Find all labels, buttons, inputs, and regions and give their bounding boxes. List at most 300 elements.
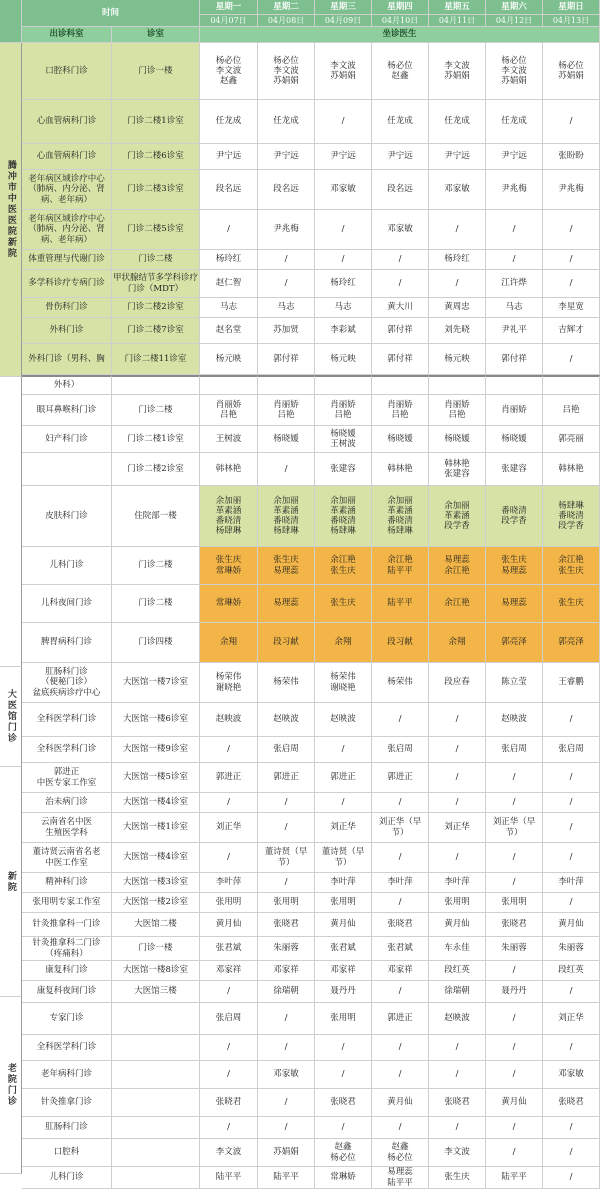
doctor-cell: 张生庆 [315,585,372,623]
doctor-cell: / [543,763,600,793]
doctor-cell: 任龙成 [258,100,315,144]
doctor-cell: 尹兆梅 [486,170,543,210]
doctor-cell: 肖丽娇 吕艳 [315,395,372,426]
doctor-cell: 杨荣伟 谢晓艳 [200,663,258,703]
doctor-cell: 易理蕊 [486,585,543,623]
doctor-cell: / [372,703,429,737]
doctor-cell: 邓家祥 [372,961,429,981]
doctor-cell: 邓家敏 [372,210,429,250]
doctor-cell: 马志 [258,298,315,318]
doctor-cell: 张晓君 [486,913,543,937]
doctor-cell: / [486,793,543,813]
doctor-cell: 赵仁智 [200,270,258,298]
room-cell: 大医馆一楼1诊室 [112,813,200,843]
doctor-cell: 余江艳 张生庆 [543,547,600,585]
doctor-column-header: 坐诊医生 [200,27,600,43]
doctor-cell: / [543,981,600,1003]
doctor-cell [258,375,315,395]
doctor-cell: 杨必位 李文波 苏娟娟 [486,43,543,100]
doctor-cell: / [258,1117,315,1139]
doctor-cell: 杨晓媛 [372,426,429,453]
doctor-cell: 张建容 [315,453,372,486]
room-cell: 门诊四楼 [112,623,200,663]
doctor-cell: 余翔 [200,623,258,663]
doctor-cell: 张启周 [486,737,543,763]
doctor-cell: 张生庆 常琳娇 [200,547,258,585]
doctor-cell: / [543,1167,600,1189]
room-cell: 门诊二楼1诊室 [112,426,200,453]
section-label: 老院门诊 [0,997,22,1174]
doctor-cell: 张用明 [429,893,486,913]
dept-cell: 全科医学科门诊 [22,703,112,737]
doctor-cell: / [372,1061,429,1089]
doctor-cell: 董诗贤（早节） [315,843,372,873]
doctor-cell: / [200,210,258,250]
weekday-header: 星期六 [486,0,543,15]
room-cell: 大医馆一楼8诊室 [112,961,200,981]
dept-cell: 康复科夜间门诊 [22,981,112,1003]
doctor-cell: 段习献 [258,623,315,663]
doctor-cell: 张君斌 [315,937,372,961]
room-cell: 门诊二楼1诊室 [112,100,200,144]
doctor-cell: 黄月仙 [200,913,258,937]
dept-cell: 心血管病科门诊 [22,144,112,170]
doctor-cell: 韩林艳 [372,453,429,486]
doctor-cell: 刘正华 [543,1003,600,1035]
doctor-cell: 邓家祥 [200,961,258,981]
doctor-cell: / [429,737,486,763]
dept-cell: 精神科门诊 [22,873,112,893]
doctor-cell: 江许烨 [486,270,543,298]
doctor-cell: 段名远 [258,170,315,210]
dept-cell: 儿科夜间门诊 [22,585,112,623]
doctor-cell: 黄月仙 [486,1089,543,1117]
doctor-cell: 刘正华 [315,813,372,843]
doctor-cell: 李彩斌 [315,318,372,344]
room-cell: 门诊一楼 [112,937,200,961]
doctor-cell: 余江艳 张生庆 [315,547,372,585]
doctor-cell: 张君斌 [372,937,429,961]
doctor-cell: 杨必位 苏娟娟 [543,43,600,100]
doctor-cell: / [200,1061,258,1089]
weekday-header: 星期四 [372,0,429,15]
doctor-cell: 陈立莹 [486,663,543,703]
doctor-cell: 吕艳 [543,395,600,426]
doctor-cell [372,375,429,395]
doctor-cell: / [429,763,486,793]
doctor-cell: 李叶萍 [429,873,486,893]
doctor-cell: 黄月仙 [372,1089,429,1117]
doctor-cell: 杨必位 赵鑫 [372,43,429,100]
doctor-cell: 杨晓媛 王树波 [315,426,372,453]
dept-cell: 口腔科 [22,1139,112,1167]
doctor-cell: 郭进正 [372,1003,429,1035]
doctor-cell: 尹宁远 [486,144,543,170]
doctor-cell: / [543,100,600,144]
doctor-cell: / [372,1117,429,1139]
dept-cell: 治未病门诊 [22,793,112,813]
doctor-cell: 段应春 [429,663,486,703]
doctor-cell: 肖丽娇 吕艳 [429,395,486,426]
doctor-cell: 张用明 [315,893,372,913]
dept-cell: 老年病区域诊疗中心 （肺病、内分泌、肾病、老年病） [22,170,112,210]
doctor-cell: 张用明 [486,893,543,913]
room-cell [112,375,200,395]
doctor-cell: 易理蕊 陆平平 [372,1167,429,1189]
doctor-cell [429,375,486,395]
dept-cell: 针灸推拿门诊 [22,1089,112,1117]
date-header: 04月11日 [429,15,486,27]
doctor-cell: 张生庆 [429,1167,486,1189]
doctor-cell: 杨玲红 [200,250,258,270]
room-cell: 大医馆一楼4诊室 [112,793,200,813]
room-cell: 门诊二楼7诊室 [112,318,200,344]
doctor-cell: 赵映波 [258,703,315,737]
dept-cell: 康复科门诊 [22,961,112,981]
doctor-cell: / [315,250,372,270]
doctor-cell: / [258,1089,315,1117]
doctor-cell: 余加丽 革素涵 番晓清 杨肆琳 [258,486,315,547]
doctor-cell: / [486,843,543,873]
section-label: 腾冲市中医医院新院 [0,43,22,377]
doctor-cell: 马志 [200,298,258,318]
date-header: 04月10日 [372,15,429,27]
doctor-cell: 余加丽 革素涵 段学香 [429,486,486,547]
doctor-cell [315,375,372,395]
doctor-cell: 常琳娇 [315,1167,372,1189]
dept-cell: 儿科门诊 [22,547,112,585]
doctor-cell: / [543,1035,600,1061]
dept-cell: 肛肠科门诊 [22,1117,112,1139]
doctor-cell: 赵名堂 [200,318,258,344]
corner-blank [0,0,22,43]
doctor-cell: / [315,737,372,763]
doctor-cell: / [486,961,543,981]
room-cell: 住院部一楼 [112,486,200,547]
doctor-cell [200,375,258,395]
doctor-cell: / [543,893,600,913]
dept-cell: 云南省名中医 生殖医学科 [22,813,112,843]
doctor-cell: / [543,703,600,737]
doctor-cell: 刘正华 [200,813,258,843]
dept-cell: 儿科门诊 [22,1167,112,1189]
doctor-cell: 邓家敏 [315,170,372,210]
doctor-cell: 张晓君 [200,1089,258,1117]
doctor-cell: / [258,453,315,486]
room-cell: 大医馆三楼 [112,981,200,1003]
room-cell: 门诊二楼 [112,547,200,585]
doctor-cell: 郭付祥 [258,344,315,375]
doctor-cell: 任龙成 [200,100,258,144]
room-cell: 门诊二楼3诊室 [112,170,200,210]
dept-cell: 专家门诊 [22,1003,112,1035]
doctor-cell: / [543,1117,600,1139]
doctor-cell: 段红英 [429,961,486,981]
doctor-cell: / [200,981,258,1003]
doctor-cell: 张启周 [372,737,429,763]
room-cell: 甲状腺结节多学科诊疗门诊（MDT） [112,270,200,298]
date-header: 04月09日 [315,15,372,27]
dept-cell: 老年病区域诊疗中心 （肺病、内分泌、肾病、老年病） [22,210,112,250]
doctor-cell: 朱丽蓉 [486,937,543,961]
dept-cell: 外科门诊（男科、胸 [22,344,112,375]
doctor-cell: / [543,210,600,250]
doctor-cell: / [543,1139,600,1167]
doctor-cell: 杨元映 [315,344,372,375]
doctor-cell: / [429,703,486,737]
room-cell: 大医馆一楼4诊室 [112,843,200,873]
room-cell: 门诊二楼2诊室 [112,453,200,486]
doctor-cell: 段红英 [543,961,600,981]
doctor-cell: / [429,843,486,873]
room-cell: 门诊二楼5诊室 [112,210,200,250]
doctor-cell: 尹宁远 [429,144,486,170]
doctor-cell: 郭付祥 [372,344,429,375]
doctor-cell: 邓家敏 [258,1061,315,1089]
doctor-cell: 肖丽娇 吕艳 [258,395,315,426]
room-cell [112,1061,200,1089]
doctor-cell [543,375,600,395]
room-cell: 大医馆一楼5诊室 [112,763,200,793]
doctor-cell: 王树波 [200,426,258,453]
doctor-cell: / [200,843,258,873]
doctor-cell: / [486,1139,543,1167]
doctor-cell: / [486,250,543,270]
doctor-cell: 张晓君 [543,1089,600,1117]
weekday-header: 星期日 [543,0,600,15]
doctor-cell: 杨晓媛 [429,426,486,453]
doctor-cell: / [372,793,429,813]
dept-cell: 针灸推拿科一门诊 [22,913,112,937]
weekday-header: 星期五 [429,0,486,15]
room-cell: 门诊二楼 [112,585,200,623]
doctor-cell: 段名远 [200,170,258,210]
doctor-cell: / [486,873,543,893]
doctor-cell: 黄周忠 [429,298,486,318]
doctor-cell: / [372,981,429,1003]
room-cell: 门诊二楼 [112,250,200,270]
doctor-cell: 黄月仙 [543,913,600,937]
doctor-cell: 李叶萍 [372,873,429,893]
dept-cell: 董诗贤云南省名老 中医工作室 [22,843,112,873]
section-label [0,377,22,667]
doctor-cell: / [258,270,315,298]
doctor-cell: 徐瑞朝 [258,981,315,1003]
doctor-cell: 李叶萍 [543,873,600,893]
doctor-cell: / [543,250,600,270]
weekday-header: 星期一 [200,0,258,15]
room-cell: 门诊一楼 [112,43,200,100]
doctor-cell: 易理蕊 余江艳 [429,547,486,585]
doctor-cell: / [543,813,600,843]
doctor-cell: 余加丽 革素涵 番晓清 杨肆琳 [372,486,429,547]
dept-cell: 脾胃病科门诊 [22,623,112,663]
doctor-cell: 刘正华（早节） [372,813,429,843]
doctor-cell: 尹宁远 [372,144,429,170]
doctor-cell: 赵映波 [429,1003,486,1035]
doctor-cell: / [258,250,315,270]
room-cell: 门诊二楼11诊室 [112,344,200,375]
doctor-cell: 尹宁远 [315,144,372,170]
room-cell: 门诊二楼 [112,395,200,426]
doctor-cell: 杨荣伟 [258,663,315,703]
doctor-cell: 郭进正 [200,763,258,793]
doctor-cell: 杨必位 李文波 苏娟娟 [258,43,315,100]
doctor-cell: 张晓君 [372,913,429,937]
doctor-cell: / [543,344,600,375]
doctor-cell: / [543,843,600,873]
doctor-cell: 郭付祥 [486,344,543,375]
dept-cell: 郭进正 中医专家工作室 [22,763,112,793]
doctor-cell: 郭进正 [372,763,429,793]
doctor-cell: / [429,210,486,250]
doctor-cell: / [429,270,486,298]
doctor-cell: 张用明 [258,893,315,913]
doctor-cell: / [200,1117,258,1139]
doctor-cell: 陆平平 [200,1167,258,1189]
dept-cell: 老年病科门诊 [22,1061,112,1089]
doctor-cell: 邓家敏 [429,170,486,210]
doctor-cell: 郭进正 [315,763,372,793]
doctor-cell: 郭进正 [258,763,315,793]
doctor-cell: 刘先晓 [429,318,486,344]
doctor-cell: 赵鑫 杨必位 [315,1139,372,1167]
doctor-cell: 韩林艳 张建容 [429,453,486,486]
dept-cell: 全科医学科门诊 [22,1035,112,1061]
doctor-cell: / [543,793,600,813]
dept-cell: 口腔科门诊 [22,43,112,100]
doctor-cell: 黄月仙 [315,913,372,937]
dept-cell: 妇产科门诊 [22,426,112,453]
doctor-cell: / [315,1061,372,1089]
doctor-cell: 张生庆 易理蕊 [486,547,543,585]
doctor-cell: / [372,270,429,298]
doctor-cell: / [372,250,429,270]
doctor-cell: 尹宁远 [258,144,315,170]
doctor-cell: 张用明 [200,893,258,913]
doctor-cell: 郭亮丽 [543,426,600,453]
date-header: 04月07日 [200,15,258,27]
doctor-cell: 李文波 [429,1139,486,1167]
room-cell: 大医馆一楼9诊室 [112,737,200,763]
doctor-cell: 刘正华 [429,813,486,843]
doctor-cell: 陆平平 [486,1167,543,1189]
doctor-cell: 苏娟娟 [258,1139,315,1167]
doctor-cell: 朱丽蓉 [543,937,600,961]
doctor-cell: / [200,737,258,763]
doctor-cell: 聂丹丹 [315,981,372,1003]
doctor-cell: 张晓君 [429,1089,486,1117]
doctor-cell: 杨晓媛 [258,426,315,453]
doctor-cell: 赵映波 [486,703,543,737]
doctor-cell: 杨元映 [200,344,258,375]
doctor-cell: 肖丽娇 吕艳 [200,395,258,426]
doctor-cell: 邓家敏 [543,1061,600,1089]
dept-column-header: 出诊科室 [22,27,112,43]
doctor-cell: 马志 [315,298,372,318]
doctor-cell: 赵鑫 杨必位 [372,1139,429,1167]
doctor-cell: / [429,1117,486,1139]
doctor-cell: / [258,813,315,843]
doctor-cell: 张盼盼 [543,144,600,170]
doctor-cell: 余翔 [315,623,372,663]
section-label: 大医馆门诊 [0,667,22,767]
doctor-cell: 杨玲红 [429,250,486,270]
doctor-cell: / [258,873,315,893]
doctor-cell: 李叶萍 [315,873,372,893]
doctor-cell: 常琳娇 [200,585,258,623]
dept-cell: 外科） [22,375,112,395]
doctor-cell: 刘正华（早节） [486,813,543,843]
doctor-cell: 任龙成 [486,100,543,144]
doctor-cell: 吉辉才 [543,318,600,344]
doctor-cell: 李叶萍 [200,873,258,893]
doctor-cell: 陆平平 [258,1167,315,1189]
doctor-cell: 杨必位 李文波 赵鑫 [200,43,258,100]
doctor-cell: 肖丽娇 [486,395,543,426]
doctor-cell: 余翔 [429,623,486,663]
room-cell: 大医馆一楼6诊室 [112,703,200,737]
doctor-cell: 张启周 [543,737,600,763]
dept-cell [22,453,112,486]
doctor-cell: / [429,1061,486,1089]
doctor-cell: 韩林艳 [200,453,258,486]
doctor-cell: 张启周 [258,737,315,763]
doctor-cell: 张晓君 [315,1089,372,1117]
doctor-cell: 肖丽娇 吕艳 [372,395,429,426]
dept-cell: 骨伤科门诊 [22,298,112,318]
doctor-cell: / [543,270,600,298]
doctor-cell: 赵映波 [315,703,372,737]
doctor-cell: / [486,210,543,250]
weekday-header: 星期二 [258,0,315,15]
doctor-cell: / [315,793,372,813]
room-cell [112,1139,200,1167]
dept-cell: 肛肠科门诊 （便秘门诊） 盆底疾病诊疗中心 [22,663,112,703]
doctor-cell: 尹宁远 [200,144,258,170]
doctor-cell: 易理蕊 [258,585,315,623]
doctor-cell: / [315,1117,372,1139]
doctor-cell: 李星宽 [543,298,600,318]
dept-cell: 皮肤科门诊 [22,486,112,547]
doctor-cell: 杨荣伟 [372,663,429,703]
doctor-cell: / [429,1035,486,1061]
doctor-cell: 张用明 [315,1003,372,1035]
doctor-cell: 余加丽 革素涵 番晓清 杨肆琳 [200,486,258,547]
doctor-cell: 杨晓媛 [486,426,543,453]
doctor-cell: / [486,1035,543,1061]
time-header: 时间 [22,0,200,27]
dept-cell: 外科门诊 [22,318,112,344]
doctor-cell: / [372,893,429,913]
doctor-cell: 任龙成 [429,100,486,144]
dept-cell: 体重管理与代谢门诊 [22,250,112,270]
doctor-cell: / [486,1061,543,1089]
date-header: 04月13日 [543,15,600,27]
weekday-header: 星期三 [315,0,372,15]
doctor-cell: / [429,793,486,813]
doctor-cell: 黄大川 [372,298,429,318]
room-column-header: 诊室 [112,27,200,43]
doctor-cell: 番晓清 段学香 [486,486,543,547]
doctor-cell: 余江艳 陆平平 [372,547,429,585]
doctor-cell: 郭付祥 [372,318,429,344]
doctor-cell: 张启周 [200,1003,258,1035]
room-cell [112,1003,200,1035]
doctor-cell: 邓家祥 [258,961,315,981]
doctor-cell: 余加丽 革素涵 番晓清 杨肆琳 [315,486,372,547]
doctor-cell: / [486,1003,543,1035]
